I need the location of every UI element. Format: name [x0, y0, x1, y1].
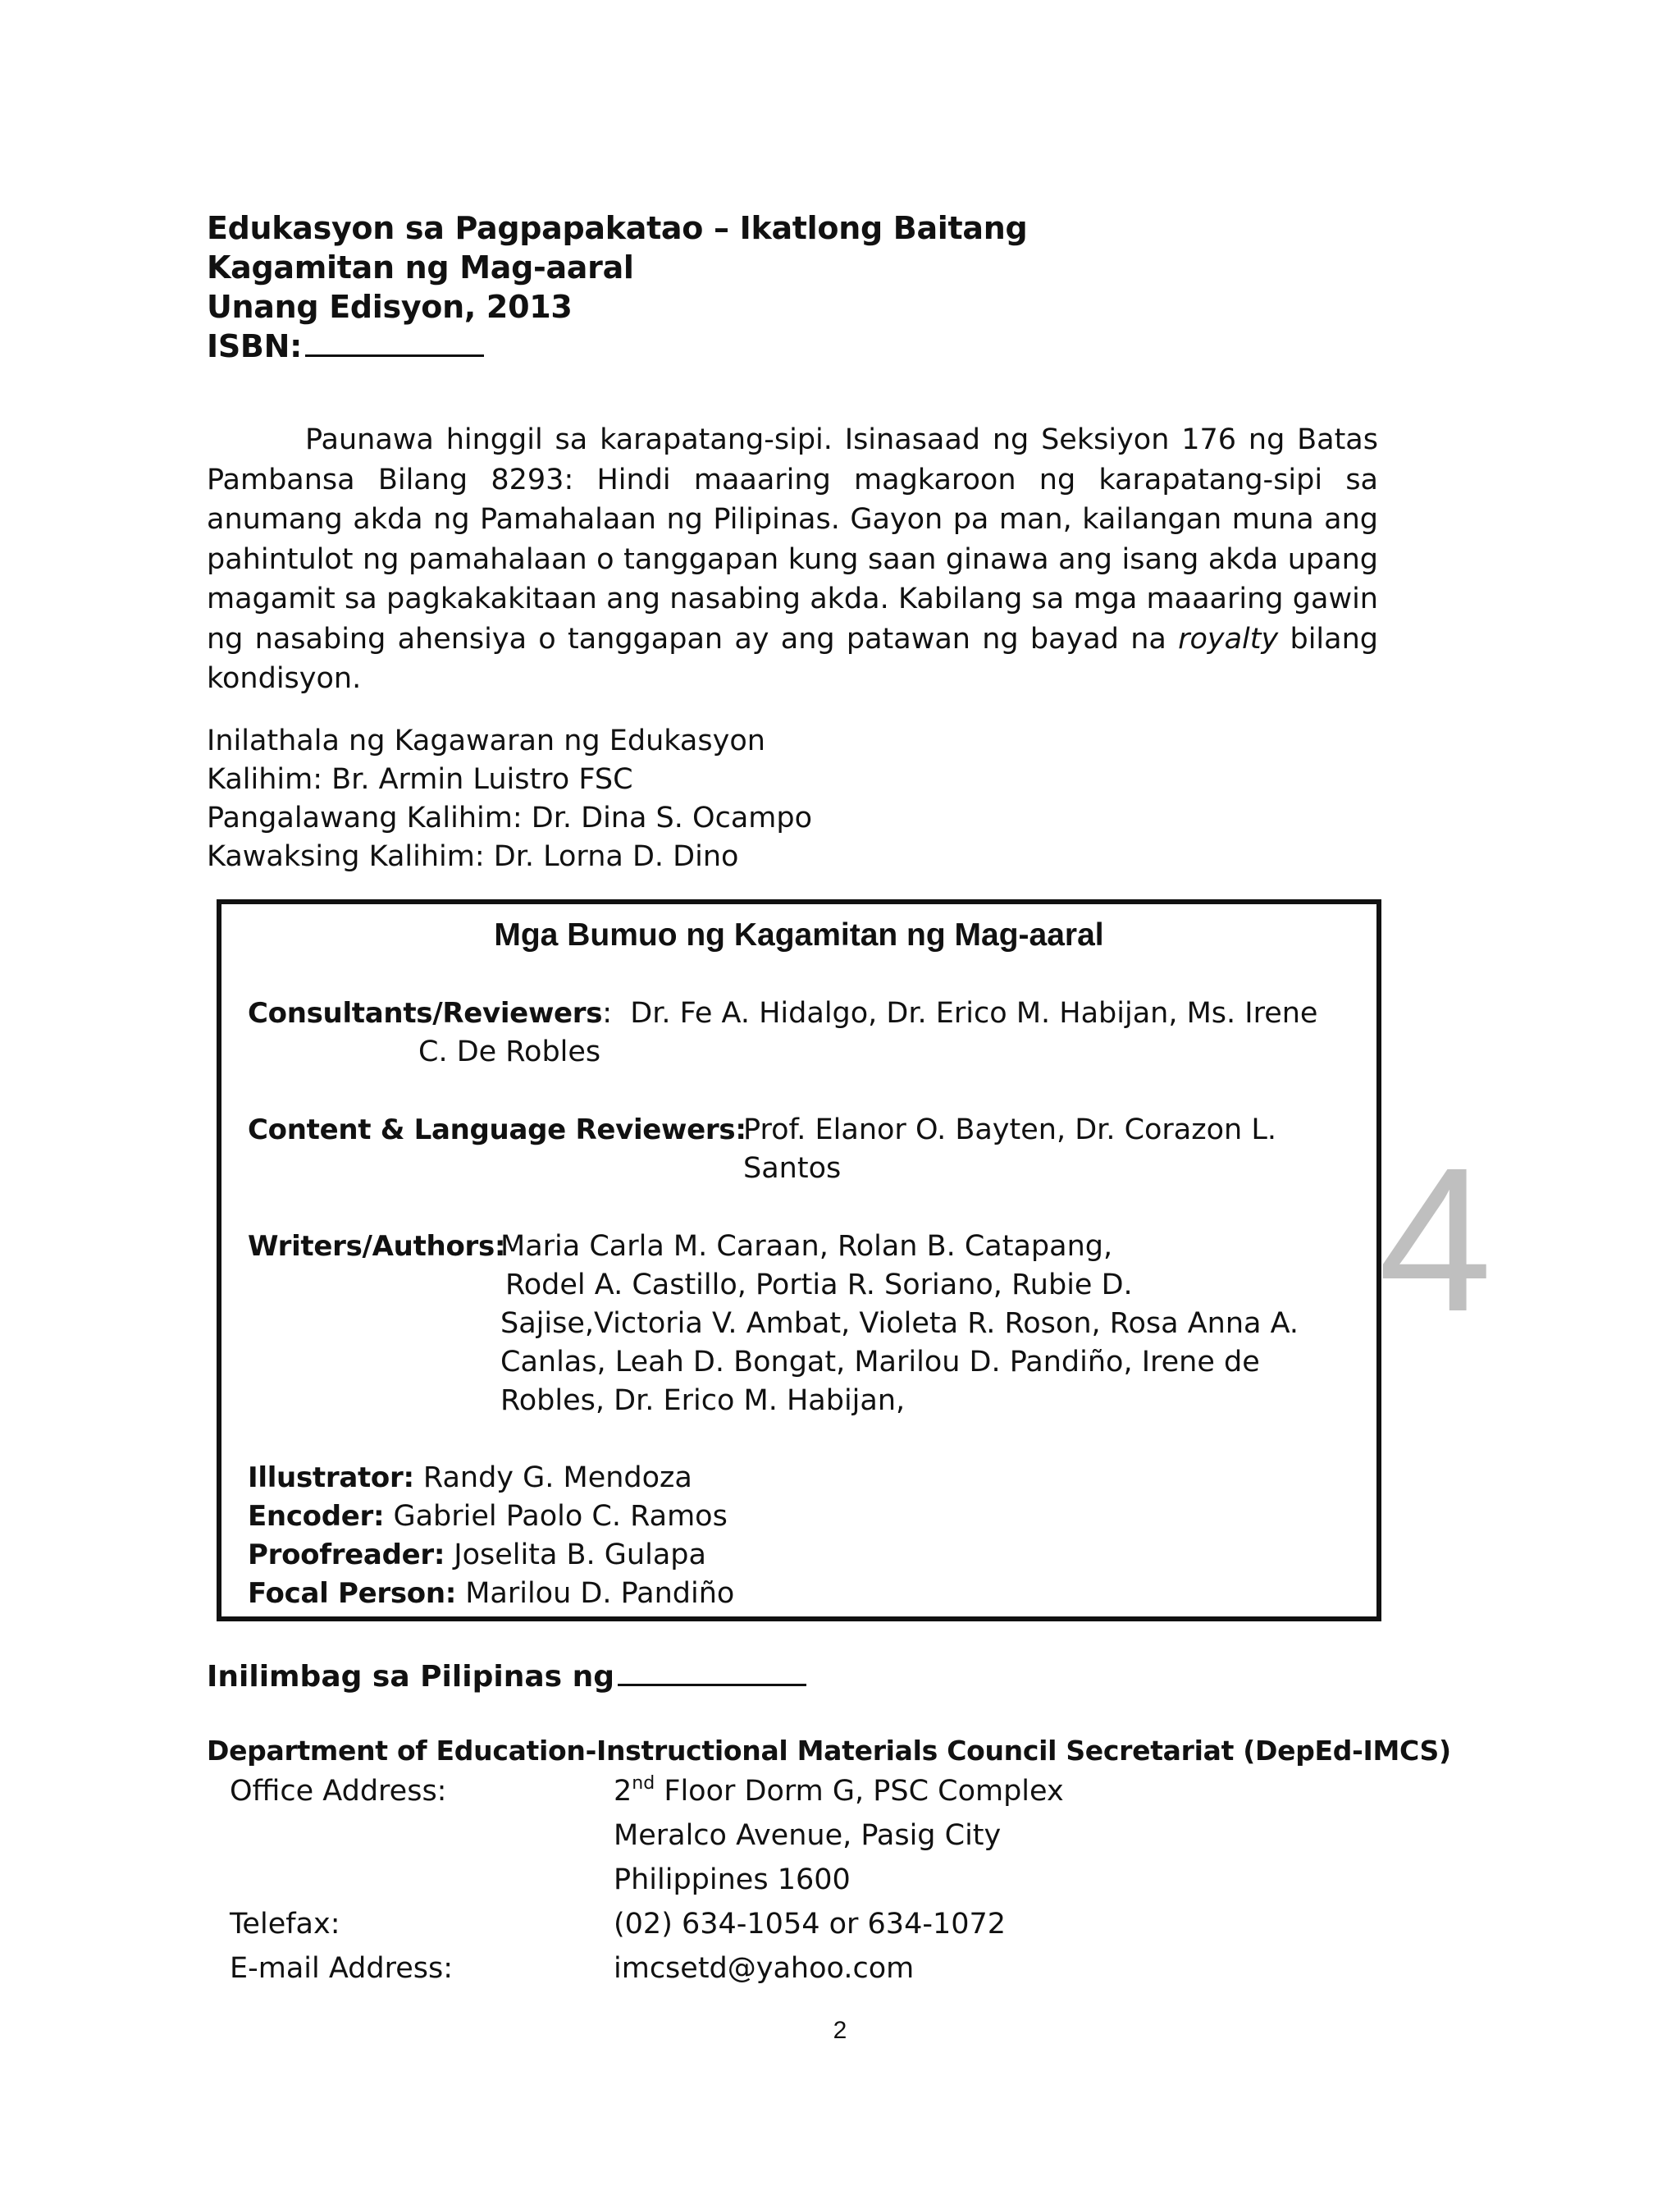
consultants-label: Consultants/Reviewers — [248, 997, 603, 1030]
consultants-names-2: C. De Robles — [418, 1036, 601, 1068]
focal-person-label: Focal Person: — [248, 1577, 457, 1610]
office-address-line-1 — [614, 1772, 1064, 1811]
isbn-line — [207, 327, 484, 366]
copyright-notice — [207, 420, 1378, 699]
content-reviewers-names-1: Prof. Elanor O. Bayten, Dr. Corazon L. — [743, 1113, 1276, 1146]
email-label: E-mail Address: — [230, 1952, 454, 1985]
focal-person-name: Marilou D. Pandiño — [465, 1577, 735, 1610]
email-value: imcsetd@yahoo.com — [614, 1952, 915, 1985]
assistant-secretary-line: Kawaksing Kalihim: Dr. Lorna D. Dino — [207, 840, 739, 873]
isbn-blank — [305, 327, 484, 357]
consultants-colon: : — [602, 997, 613, 1030]
notice-text: Paunawa hinggil sa karapatang-sipi. Isinasaad ng Seksiyon 176 ng Batas Pambansa Bilang 8293: Hindi maaaring magkaroon ng karapatang-sipi sa anumang akda ng Pamahalaan ng Pilipinas. Gayon pa man, kailangan muna ang pahintulot ng pamahalaan o tanggapan kung saan ginawa ang isang akda upang magamit sa pagkakakitaan ang nasabing akda. Kabilang sa mga maaaring gawin ng nasabing ahensiya o tanggapan ay ang patawan ng bayad na — [207, 423, 1378, 656]
floor-ordinal: nd — [632, 1773, 655, 1794]
notice-indent — [207, 423, 305, 456]
office-address-line-3: Philippines 1600 — [614, 1863, 851, 1896]
credits-title: Mga Bumuo ng Kagamitan ng Mag-aaral — [494, 917, 1104, 953]
telefax-label: Telefax: — [230, 1908, 340, 1941]
encoder-line — [248, 1497, 728, 1536]
book-subtitle: Kagamitan ng Mag-aaral — [207, 249, 634, 286]
proofreader-name: Joselita B. Gulapa — [454, 1538, 706, 1571]
book-title: Edukasyon sa Pagpapakatao – Ikatlong Baitang — [207, 210, 1028, 246]
isbn-label: ISBN: — [207, 328, 302, 364]
encoder-label: Encoder: — [248, 1500, 385, 1533]
writers-label-text: Writers/Authors: — [248, 1230, 506, 1263]
published-by: Inilathala ng Kagawaran ng Edukasyon — [207, 725, 765, 757]
writers-names-2: Rodel A. Castillo, Portia R. Soriano, Rubie D. — [505, 1269, 1133, 1301]
undersecretary-line: Pangalawang Kalihim: Dr. Dina S. Ocampo — [207, 802, 812, 834]
consultants-line — [248, 994, 1317, 1033]
writers-names-1: Maria Carla M. Caraan, Rolan B. Catapang, — [500, 1230, 1113, 1263]
content-reviewers-names-2: Santos — [743, 1152, 842, 1185]
consultants-names-1: Dr. Fe A. Hidalgo, Dr. Erico M. Habijan, Ms. Irene — [630, 997, 1318, 1030]
book-edition: Unang Edisyon, 2013 — [207, 289, 573, 325]
encoder-name: Gabriel Paolo C. Ramos — [393, 1500, 728, 1533]
printed-in-label: Inilimbag sa Pilipinas ng — [207, 1660, 614, 1694]
writers-names-4: Canlas, Leah D. Bongat, Marilou D. Pandiño, Irene de — [500, 1346, 1260, 1378]
content-reviewers-label — [248, 1111, 746, 1150]
floor-number: 2 — [614, 1775, 632, 1808]
credits-box — [217, 899, 1381, 1621]
writers-names-5: Robles, Dr. Erico M. Habijan, — [500, 1384, 906, 1417]
writers-label — [248, 1228, 505, 1266]
illustrator-name: Randy G. Mendoza — [422, 1461, 692, 1494]
printer-blank — [618, 1659, 806, 1686]
focal-person-line — [248, 1575, 734, 1613]
printed-in-line — [207, 1659, 806, 1694]
writers-names-3: Sajise,Victoria V. Ambat, Violeta R. Roson, Rosa Anna A. — [500, 1307, 1299, 1340]
notice-italic-royalty: royalty — [1178, 622, 1279, 656]
office-address-line-2: Meralco Avenue, Pasig City — [614, 1819, 1002, 1852]
watermark-number: 4 — [1378, 1125, 1493, 1354]
page-number: 2 — [833, 2017, 847, 2044]
illustrator-line — [248, 1459, 692, 1497]
secretary-line: Kalihim: Br. Armin Luistro FSC — [207, 763, 633, 796]
telefax-value: (02) 634-1054 or 634-1072 — [614, 1908, 1007, 1941]
notice-text-end: bilang kondisyon. — [207, 622, 1378, 695]
proofreader-label: Proofreader: — [248, 1538, 445, 1571]
department-name: Department of Education-Instructional Materials Council Secretariat (DepEd-IMCS) — [207, 1735, 1451, 1767]
address-line-1-rest: Floor Dorm G, PSC Complex — [655, 1775, 1064, 1808]
content-reviewers-label-text: Content & Language Reviewers: — [248, 1113, 746, 1146]
office-address-label: Office Address: — [230, 1775, 447, 1808]
proofreader-line — [248, 1536, 706, 1575]
illustrator-label: Illustrator: — [248, 1461, 414, 1494]
